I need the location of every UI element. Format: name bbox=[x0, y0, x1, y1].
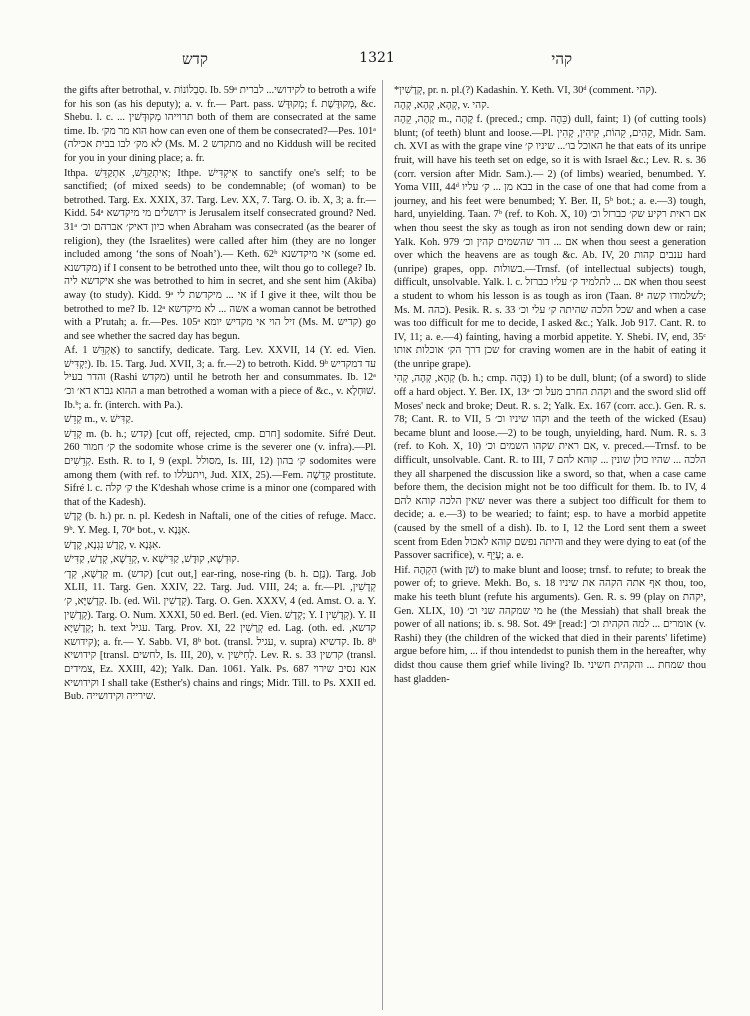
entry-paragraph: קָהֶה, קֵהָה m., קָהָה f. (preced.; cmp. כֵּהָה) dull, faint; 1) (of cutting tools) blunt; (of teeth) blunt and loose.—Pl. קֵהִים, קֵהוֹת, קִיהִין, קָהִין, Midr. Sam. ch. XVI as with the grape vine האוכל בו׳... שיניו ק׳ he that eats of its unripe fruit, will have his teeth set on edge, so it is with Israel &c.; Lev. R. s. 36 (corr. version after Midr. Sam.).— 2) (of limbs) wearied, benumbed. Y. Yoma VIII, 44ᵈ בבא מן ... ק׳ עליו in the case of one that had come from a journey, and his feet were benumbed; Y. Ber. II, 5ᵇ bot.; a. e.—3) tough, hard, unyielding. Taan. 7ᵇ (ref. to Koh. X, 10) אם ראית רקיע שק׳ כברזל וכ׳ when thou seest the sky as tough as iron not sending down dew or rain; Yalk. Koh. 979 אם ... דור שהשמים קהין וכ׳ when thou seest a generation over which the heavens are as tough &c. Ab. IV, 20 ענבים קהות hard (unripe) grapes, opp. בשולות.—Trnsf. (of intellectual subjects) tough, difficult, unsolvable. Yalk. l. c. אם ... לתלמיד ק׳ עליו כברזל when thou seest a student to whom his lesson is as tough as iron (Taan. 8ᵃ לשלמודו קשה; Ms. M. כהה). Pesik. R. s. 33 שכל הלכה שהיתה ק׳ עלי וכ׳ and when a case was too difficult for me to decide, I asked &c.; Yalk. Job 917. Cant. R. to IV, 11; a. e.—4) fainting, having a morbid appetite. Y. Shebi. IV, end, 35ᶜ שכן דרך הק׳ אוכלות אותו for craving women are in the habit of eating it (the unripe grape). bbox=[394, 114, 706, 370]
right-column bbox=[394, 84, 706, 1006]
entry-paragraph: the gifts after betrothal, v. סִבְלוֹנוֹת. Ib. 59ᵃ לקידושי... לברית to betroth a wife for his son (as his deputy); a. v. fr.— Part. pass. מְקוּדָּשׁ; f. מְקוּדֶּשֶׁת, &c. Shebu. l. c. ... תרוייהו מְקוּדָּשׁין both of them are consecrated at the same time. Ib. הוא מר מק׳ how can even one of them be consecrated?—Pes. 101ᵃ (לא מק׳ לבו בבית אכילה (Ms. M. 2 מתקדש and no Kiddush will be recited for you in your dining place; a. fr. bbox=[64, 85, 376, 164]
entry-paragraph: Af. אַקְדֵּשׁ 1) to sanctify, dedicate. Targ. Lev. XXVII, 14 (Y. ed. Vien. יַקְדִּישׁ). Ib. 15. Targ. Jud. XVII, 3; a. fr.—2) to betroth. Kidd. 9ᵇ עד דמקדיש והדר בעיל (Rashi מקדש) until he betroth her and consummates. Ib. 12ᵃ ההוא גברא דא׳ וכ׳ a man betrothed a woman with a piece of &c., v. שׁוּחְלָא. Ib.ᵇ; a. fr. (interch. with Pa.). bbox=[64, 345, 376, 411]
entry-paragraph: Ithpa. אִיתְקַדֵּשׁ, אִתְקַדֵּשׁ; Ithpe. אִיקְדִּישׁ to sanctify one's self; to be sanctified; (of mixed seeds) to be condemnable; (of woman) to be betrothed. Targ. Ex. XXIX, 37. Targ. Lev. XX, 7. Targ. O. ib. X, 3; a. fr.—Kidd. 54ᵃ ירושלים מי מיקדשא is Jerusalem itself consecrated ground? Ned. 31ᵃ כיון דאיק׳ אברהם וכ׳ when Abraham was consecrated (as the bearer of religion), they (the Israelites) were called after him (they are no longer included among ‘the sons of Noah’).— Keth. 62ᵇ אי מיקדשנא (some ed. מקדשנא) if I consent to be betrothed unto thee, wilt thou go to college? Ib. איקדשא ליה she was betrothed to him in secret, and she sent him (Akiba) away (to study). Kidd. 9ᵃ אי ... מיקדשת לי if I give it thee, wilt thou be betrothed to me? Ib. 12ᵃ אשה ... לא מיקדשא a woman cannot be betrothed with a P'rutah; a. fr.—Pes. 105ᵃ זיל הוי אי מקדיש יומא (Ms. M. קדיש) go and see whether the sacred day has begun. bbox=[64, 167, 376, 342]
left-column bbox=[64, 84, 376, 1006]
entry-paragraph: קְהָא, קְהָא, קְהָה, v. קהי. bbox=[394, 99, 490, 111]
entry-paragraph: קָדֵשׁ m. (b. h.; קדש) [cut off, rejected, cmp. חרם] sodomite. Sifré Deut. 260 ק׳ חמור the sodomite whose crime is the severer one (v. infra).—Pl. קְדֵשִׁים. Esth. R. to I, 9 (expl. מסולל, Is. III, 12) ק׳ בהון sodomites were among them (with ref. to ויתעללו, Jud. XIX, 25).—Fem. קְדֵשָׁה prostitute. Sifré l. c. ק׳ קלה the K'deshah whose crime is a minor one (compared with that of the Kadesh). bbox=[64, 428, 376, 508]
entry-paragraph: קְדֵשָׁא, קְדָשׁ, קַדִּישׁ, v. קוּדְשָׁא, קוּדֶשׁ, קַדִּישָׁא. bbox=[64, 554, 240, 566]
entry-paragraph: קֶדֶשׁ נִגְנָא, קֶדֶשׁ, v. אִגָּנָא. bbox=[64, 539, 161, 551]
running-head-right-word: קהי bbox=[551, 50, 572, 68]
entry-paragraph: קֶדֶשׁ (b. h.) pr. n. pl. Kedesh in Naftali, one of the cities of refuge. Macc. 9ᵇ. Y. Meg. I, 70ᵃ bot., v. אִגָּנָא. bbox=[64, 511, 376, 536]
running-head bbox=[64, 50, 690, 70]
running-head-left-word: קדש bbox=[182, 50, 208, 68]
entry-paragraph: קְהָא, קְהָה, קְהִי (b. h.; cmp. כָּהָה) 1) to be dull, blunt; (of a sword) to slide off a hard object. Y. Ber. IX, 13ᵃ וקהת החרב מעל וכ׳ and the sword slid off Moses' neck and broke; Deut. R. s. 2; Yalk. Ex. 167 (corr. acc.). Gen. R. s. 78; Cant. R. to VII, 5 וקהו שיניו וכ׳ and the teeth of the wicked (Esau) became blunt and loose.—2) to be tough, unyielding, hard. Num. R. s. 3 (ref. to Koh. X, 10) אם ראית שקהו השמים וכ׳, v. preced.—Trnsf. to be difficult, unsolvable. Cant. R. to III, 7 הלכה ... שהיו כולן שונין ... קוהא להם they all sharpened the discussion like a sword, so that, when a case came before them, the decision might not be too difficult for them. Ib. to IV, 4 שאין הלכה קוהא להם never was there a subject too difficult for them to decide; a. e.—3) to be wearied; to faint; esp. to have a morbid appetite (caused by the smell of a dish). Ib. to I, 12 the Lord sent them a sweet scent from Eden והיתה נפשם קוהא לאכול and they were dying to eat (of the Passover sacrifice), v. עָיֵף; a. e. bbox=[394, 373, 706, 562]
entry-paragraph: *קְדָשִׁין, pr. n. pl.(?) Kadashin. Y. Keth. VI, 30ᵈ (comment. קהי). bbox=[394, 85, 657, 96]
entry-paragraph: Hif. הִקְהָה (with שׁן) to make blunt and loose; trnsf. to refute; to break the power of; to grieve. Mekh. Bo, s. 18 אף אתה הקהה את שיניו thou, too, make his teeth blunt (refute his arguments). Gen. R. s. 99 (play on יקהת, Gen. XLIX, 10) מי שמקהה שני וכ׳ he (the Messiah) that shall break the power of all nations; ib. s. 98. Sot. 49ᵃ [read:] אומרים ... למה הקהית וכ׳ (v. Rashi) they (the children of the wicked that died in their parents' lifetime) argue before him, ... if thou intendedst to punish them in the hereafter, why didst thou cause them grief while living? Ib. שמחת ... והקהית חשיני thou hast gladden- bbox=[394, 564, 706, 685]
column-divider bbox=[382, 80, 383, 1010]
page-number: 1321 bbox=[359, 50, 395, 66]
entry-paragraph: קְדָשָׁא, קְדָ׳ m. (קדש) [cut out,] ear-ring, nose-ring (b. h. נֶזֶם). Targ. Job XLII, 11. Targ. Gen. XXIV, 22. Targ. Jud. VIII, 24; a. fr.—Pl. קְדָשִׁין, קְדָשַׁיָּא, ק׳. Ib. (ed. Wil. קְדָשִׁין). Targ. O. Gen. XXXV, 4 (ed. Amst. O. a. Y. קְדָשִׁין). Targ. O. Num. XXXI, 50 ed. Berl. (ed. Vien. קְדָשׁ; Y. I קְדָשִׁין). Y. II קְדָשֵׁיָּא; h. text עגיל. Targ. Prov. XI, 22 קְרָשִׁין ed. Lag. (oth. ed. קדשא, קידושא); a. fr.— Y. Sabb. VI, 8ᵇ bot. (transl. עגיל, v. supra) קדשיא. Ib. 8ᵇ קידושיא [transl. לחשים, Is. III, 20), v. לְחִישִׁין. Lev. R. s. 33 קדשין (transl. צמידים, Ez. XXIII, 42); Yalk. Dan. 1061. Yalk. Ps. 687 אנא נסיב שירוי וקידושיא I shall take (Esther's) chains and rings; Midr. Till. to Ps. XXII ed. Bub. שירייה וקידושייה. bbox=[64, 568, 376, 703]
entry-paragraph: קְדֵשׁ m., v. קַדִּישׁ. bbox=[64, 414, 134, 426]
